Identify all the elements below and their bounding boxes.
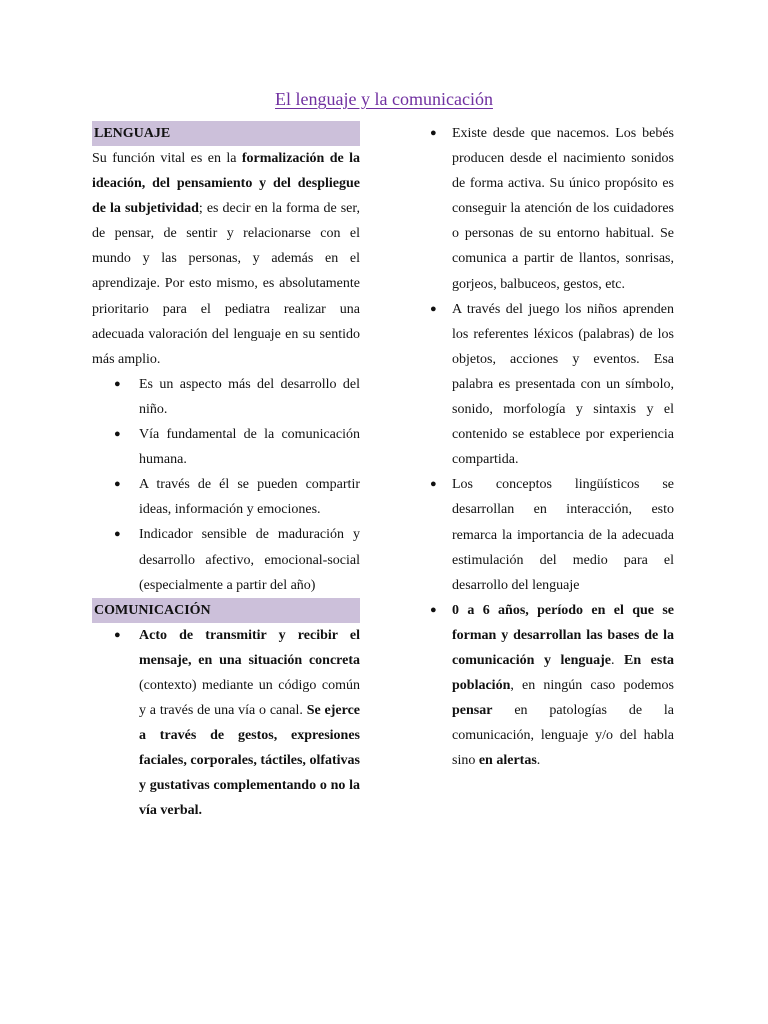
document-title: El lenguaje y la comunicación <box>275 89 493 109</box>
bullet-icon: ● <box>430 302 437 315</box>
bullet-icon: ● <box>114 377 121 390</box>
list-item: ● Vía fundamental de la comunicación humana. <box>92 422 360 472</box>
list-item: ● Existe desde que nacemos. Los bebés producen desde el nacimiento sonidos de forma activa. Su único propósito es conseguir la atención de los cuidadores o personas de su entorno habitual. Se comunica a partir de llantos, sonrisas, gorjeos, balbuceos, gestos, etc. <box>430 121 674 297</box>
bullet-icon: ● <box>430 127 437 139</box>
comunicacion-heading: COMUNICACIÓN <box>92 598 360 623</box>
lenguaje-bullet-list <box>92 372 360 598</box>
list-item: ● Los conceptos lingüísticos se desarrollan en interacción, esto remarca la importancia de la adecuada estimulación del medio para el desarrollo del lenguaje <box>430 472 674 597</box>
list-item: ● Acto de transmitir y recibir el mensaje, en una situación concreta (contexto) mediante un código común y a través de una vía o canal. Se ejerce a través de gestos, expresiones faciales, corporales, táctiles, olfativas y gustativas complementando o no la vía verbal. <box>92 623 360 824</box>
bullet-icon: ● <box>114 628 121 641</box>
list-item: ● Es un aspecto más del desarrollo del niño. <box>92 372 360 422</box>
right-bullet-list <box>430 121 674 773</box>
bullet-icon: ● <box>114 478 121 491</box>
list-item: ● A través de él se pueden compartir ideas, información y emociones. <box>92 472 360 522</box>
comunicacion-bullet-list <box>92 623 360 824</box>
left-column <box>92 121 360 823</box>
right-column <box>430 121 674 773</box>
lenguaje-heading: LENGUAJE <box>92 121 360 146</box>
bullet-icon: ● <box>114 528 121 541</box>
bullet-icon: ● <box>114 428 121 441</box>
list-item: ● A través del juego los niños aprenden los referentes léxicos (palabras) de los objetos, acciones y eventos. Esa palabra es presentada con un símbolo, sonido, morfología y sintaxis y el contenido se establece por experiencia compartida. <box>430 297 674 473</box>
list-item: ● 0 a 6 años, período en el que se forman y desarrollan las bases de la comunicación y lenguaje. En esta población, en ningún caso podemos pensar en patologías de la comunicación, lenguaje y/o del habla sino en alertas. <box>430 598 674 774</box>
bullet-icon: ● <box>430 603 437 616</box>
lenguaje-intro: Su función vital es en la formalización de la ideación, del pensamiento y del despliegue de la subjetividad; es decir en la forma de ser, de pensar, de sentir y relacionarse con el mundo y las personas, y además en el aprendizaje. Por esto mismo, es absolutamente prioritario para el pediatra realizar una adecuada valoración del lenguaje en su sentido más amplio. <box>92 151 361 367</box>
bullet-icon: ● <box>430 478 437 491</box>
list-item: ● Indicador sensible de maduración y desarrollo afectivo, emocional-social (especialmente a partir del año) <box>92 522 360 597</box>
